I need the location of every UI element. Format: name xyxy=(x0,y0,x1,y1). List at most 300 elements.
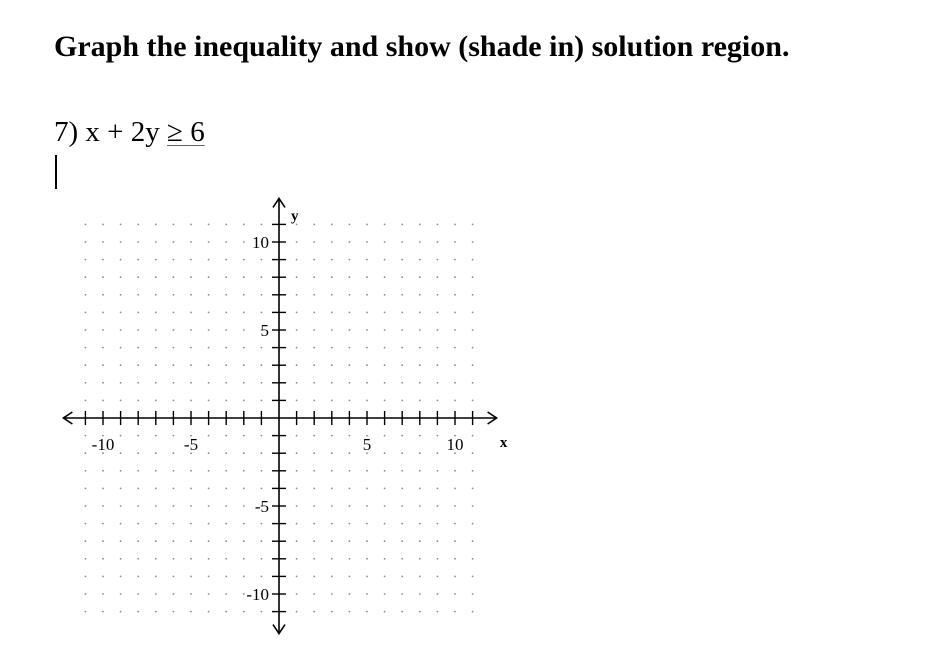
worksheet-heading: Graph the inequality and show (shade in) solution region. xyxy=(54,30,790,63)
grid-dot xyxy=(102,312,104,314)
grid-dot xyxy=(349,224,351,226)
grid-dot xyxy=(296,329,298,331)
grid-dot xyxy=(102,224,104,226)
grid-dot xyxy=(137,294,139,296)
grid-dot xyxy=(349,505,351,507)
grid-dot xyxy=(102,364,104,366)
grid-dot xyxy=(173,523,175,525)
grid-dot xyxy=(349,276,351,278)
grid-dot xyxy=(437,470,439,472)
grid-dot xyxy=(313,558,315,560)
grid-dot xyxy=(155,470,157,472)
grid-dot xyxy=(173,224,175,226)
grid-dot xyxy=(454,558,456,560)
grid-dot xyxy=(401,276,403,278)
grid-dot xyxy=(85,576,87,578)
grid-dot xyxy=(190,540,192,542)
grid-dot xyxy=(261,452,263,454)
grid-dot xyxy=(313,294,315,296)
grid-dot xyxy=(261,364,263,366)
grid-dot xyxy=(296,558,298,560)
grid-dot xyxy=(137,347,139,349)
grid-dot xyxy=(401,611,403,613)
grid-dot xyxy=(155,364,157,366)
grid-dot xyxy=(173,576,175,578)
grid-dot xyxy=(349,611,351,613)
grid-dot xyxy=(173,259,175,261)
grid-dot xyxy=(261,382,263,384)
grid-dot xyxy=(190,224,192,226)
grid-dot xyxy=(331,259,333,261)
grid-dot xyxy=(419,505,421,507)
grid-dot xyxy=(120,224,122,226)
grid-dot xyxy=(313,435,315,437)
y-tick-label: 10 xyxy=(252,233,269,252)
grid-dot xyxy=(401,347,403,349)
grid-dot xyxy=(243,382,245,384)
grid-dot xyxy=(384,364,386,366)
grid-dot xyxy=(472,241,474,243)
grid-dot xyxy=(85,329,87,331)
grid-dot xyxy=(331,505,333,507)
x-tick-label: -5 xyxy=(183,435,199,454)
grid-dot xyxy=(296,452,298,454)
grid-dot xyxy=(173,488,175,490)
grid-dot xyxy=(120,611,122,613)
grid-dot xyxy=(137,505,139,507)
grid-dot xyxy=(190,382,192,384)
grid-dot xyxy=(261,400,263,402)
grid-dot xyxy=(419,294,421,296)
grid-dot xyxy=(296,312,298,314)
grid-dot xyxy=(437,276,439,278)
grid-dot xyxy=(349,452,351,454)
grid-dot xyxy=(120,259,122,261)
grid-dot xyxy=(313,611,315,613)
grid-dot xyxy=(296,540,298,542)
grid-dot xyxy=(208,523,210,525)
grid-dot xyxy=(225,347,227,349)
grid-dot xyxy=(102,382,104,384)
grid-dot xyxy=(137,382,139,384)
grid-dot xyxy=(190,470,192,472)
grid-dot xyxy=(225,611,227,613)
grid-dot xyxy=(225,523,227,525)
grid-dot xyxy=(401,329,403,331)
grid-dot xyxy=(419,329,421,331)
grid-dot xyxy=(85,276,87,278)
x-tick-label: 10 xyxy=(446,435,464,454)
grid-dot xyxy=(349,593,351,595)
grid-dot xyxy=(437,593,439,595)
grid-dot xyxy=(155,576,157,578)
grid-dot xyxy=(437,558,439,560)
grid-dot xyxy=(190,347,192,349)
grid-dot xyxy=(296,505,298,507)
grid-dot xyxy=(472,224,474,226)
grid-dot xyxy=(331,382,333,384)
grid-dot xyxy=(137,488,139,490)
grid-dot xyxy=(419,241,421,243)
grid-dot xyxy=(85,435,87,437)
grid-dot xyxy=(85,294,87,296)
axes xyxy=(63,198,496,633)
grid-dot xyxy=(85,347,87,349)
grid-dot xyxy=(454,505,456,507)
grid-dot xyxy=(261,576,263,578)
grid-dot xyxy=(419,593,421,595)
grid-dot xyxy=(331,435,333,437)
grid-dot xyxy=(331,488,333,490)
grid-dot xyxy=(437,576,439,578)
grid-dot xyxy=(366,276,368,278)
grid-dot xyxy=(102,400,104,402)
grid-dot xyxy=(173,347,175,349)
grid-dot xyxy=(366,259,368,261)
grid-dot xyxy=(331,611,333,613)
grid-dot xyxy=(401,558,403,560)
grid-dot xyxy=(225,593,227,595)
grid-dot xyxy=(384,593,386,595)
grid-dot xyxy=(384,435,386,437)
grid-dot xyxy=(366,593,368,595)
grid-dot xyxy=(349,470,351,472)
grid-dot xyxy=(261,435,263,437)
grid-dot xyxy=(384,540,386,542)
grid-dot xyxy=(243,312,245,314)
grid-dot xyxy=(331,576,333,578)
grid-dot xyxy=(472,470,474,472)
grid-dot xyxy=(208,347,210,349)
grid-dot xyxy=(261,523,263,525)
grid-dot xyxy=(243,294,245,296)
grid-dot xyxy=(120,505,122,507)
grid-dot xyxy=(208,576,210,578)
grid-dot xyxy=(349,259,351,261)
grid-dot xyxy=(331,452,333,454)
grid-dot xyxy=(137,523,139,525)
grid-dot xyxy=(173,505,175,507)
grid-dot xyxy=(120,294,122,296)
x-tick-label: -10 xyxy=(91,435,115,454)
grid-dot xyxy=(190,400,192,402)
grid-dot xyxy=(419,611,421,613)
grid-dot xyxy=(173,329,175,331)
grid-dot xyxy=(190,276,192,278)
grid-dot xyxy=(120,452,122,454)
grid-dot xyxy=(472,540,474,542)
grid-dot xyxy=(208,382,210,384)
grid-dot xyxy=(313,400,315,402)
grid-dot xyxy=(472,347,474,349)
grid-dot xyxy=(331,276,333,278)
grid-dot xyxy=(454,540,456,542)
grid-dot xyxy=(102,347,104,349)
grid-dot xyxy=(437,452,439,454)
grid-dot xyxy=(243,224,245,226)
grid-dot xyxy=(366,329,368,331)
grid-dot xyxy=(137,312,139,314)
grid-dot xyxy=(419,488,421,490)
grid-dot xyxy=(120,364,122,366)
grid-dot xyxy=(349,347,351,349)
grid-dot xyxy=(173,294,175,296)
grid-dot xyxy=(173,312,175,314)
grid-dot xyxy=(208,224,210,226)
grid-dot xyxy=(243,452,245,454)
grid-dot xyxy=(261,470,263,472)
grid-dot xyxy=(261,294,263,296)
grid-dot xyxy=(190,259,192,261)
grid-dot xyxy=(401,593,403,595)
grid-dot xyxy=(313,452,315,454)
grid-dot xyxy=(173,540,175,542)
grid-dot xyxy=(225,294,227,296)
grid-dot xyxy=(349,312,351,314)
grid-dot xyxy=(366,576,368,578)
grid-dot xyxy=(313,347,315,349)
grid-dot xyxy=(313,593,315,595)
grid-dot xyxy=(225,505,227,507)
grid-dot xyxy=(225,558,227,560)
grid-dot xyxy=(137,259,139,261)
grid-dot xyxy=(313,224,315,226)
grid-dot xyxy=(454,224,456,226)
x-axis-label: x xyxy=(499,435,508,451)
grid-dot xyxy=(349,382,351,384)
grid-dot xyxy=(419,382,421,384)
grid-dot xyxy=(437,435,439,437)
grid-dot xyxy=(401,540,403,542)
grid-dot xyxy=(454,312,456,314)
grid-dot xyxy=(137,470,139,472)
grid-dot xyxy=(120,593,122,595)
grid-dot xyxy=(384,294,386,296)
grid-dot xyxy=(155,241,157,243)
problem-rhs: 6 xyxy=(190,116,205,148)
grid-dot xyxy=(102,488,104,490)
grid-dot xyxy=(120,400,122,402)
grid-dot xyxy=(173,593,175,595)
grid-dot xyxy=(384,312,386,314)
grid-dot xyxy=(401,224,403,226)
grid-dot xyxy=(401,488,403,490)
grid-dot xyxy=(243,259,245,261)
grid-dot xyxy=(173,400,175,402)
grid-dot xyxy=(472,329,474,331)
grid-dot xyxy=(208,470,210,472)
grid-dot xyxy=(225,259,227,261)
grid-dot xyxy=(366,470,368,472)
grid-dot xyxy=(225,470,227,472)
grid-dot xyxy=(261,259,263,261)
grid-dot xyxy=(296,259,298,261)
grid-dot xyxy=(120,382,122,384)
grid-dot xyxy=(120,576,122,578)
grid-dot xyxy=(85,470,87,472)
grid-dot xyxy=(419,224,421,226)
grid-dot xyxy=(331,241,333,243)
grid-dot xyxy=(173,364,175,366)
grid-dot xyxy=(419,540,421,542)
grid-dot xyxy=(384,224,386,226)
grid-dot xyxy=(331,400,333,402)
grid-dot xyxy=(155,435,157,437)
grid-dot xyxy=(120,523,122,525)
grid-dot xyxy=(120,558,122,560)
grid-dot xyxy=(85,540,87,542)
grid-dot xyxy=(401,364,403,366)
grid-dot xyxy=(384,523,386,525)
grid-dot xyxy=(137,558,139,560)
grid-dot xyxy=(120,241,122,243)
grid-dot xyxy=(225,312,227,314)
grid-dot xyxy=(190,329,192,331)
grid-dot xyxy=(155,276,157,278)
grid-dot xyxy=(401,470,403,472)
grid-dot xyxy=(419,276,421,278)
grid-dot xyxy=(437,294,439,296)
grid-dot xyxy=(349,488,351,490)
grid-dot xyxy=(366,224,368,226)
grid-dot xyxy=(190,364,192,366)
grid-dot xyxy=(225,382,227,384)
grid-dot xyxy=(366,364,368,366)
grid-dot xyxy=(472,294,474,296)
grid-dot xyxy=(472,435,474,437)
grid-dot xyxy=(454,364,456,366)
grid-dot xyxy=(437,364,439,366)
grid-dot xyxy=(225,224,227,226)
grid-dot xyxy=(401,382,403,384)
grid-dot xyxy=(155,540,157,542)
grid-dot xyxy=(243,505,245,507)
grid-dot xyxy=(173,470,175,472)
grid-dot xyxy=(437,611,439,613)
grid-dot xyxy=(243,488,245,490)
grid-dot xyxy=(437,505,439,507)
grid-dot xyxy=(349,241,351,243)
grid-dot xyxy=(137,364,139,366)
grid-dot xyxy=(313,241,315,243)
grid-dot xyxy=(331,224,333,226)
y-tick-label: -10 xyxy=(246,585,269,604)
grid-dot xyxy=(313,276,315,278)
grid-dot xyxy=(331,470,333,472)
grid-dot xyxy=(208,593,210,595)
grid-dot xyxy=(102,593,104,595)
grid-dot xyxy=(331,558,333,560)
grid-dot xyxy=(225,576,227,578)
grid-dot xyxy=(349,540,351,542)
grid-dot xyxy=(472,558,474,560)
grid-dot xyxy=(261,276,263,278)
grid-dot xyxy=(472,364,474,366)
grid-dot xyxy=(137,593,139,595)
grid-dot xyxy=(313,364,315,366)
grid-dot xyxy=(155,347,157,349)
grid-dot xyxy=(349,435,351,437)
grid-dot xyxy=(155,312,157,314)
grid-dot xyxy=(313,382,315,384)
grid-dot xyxy=(296,488,298,490)
grid-dot xyxy=(296,523,298,525)
grid-dot xyxy=(243,276,245,278)
grid-dot xyxy=(85,259,87,261)
grid-dot xyxy=(208,294,210,296)
grid-dot xyxy=(225,400,227,402)
grid-dot xyxy=(85,400,87,402)
grid-dot xyxy=(208,400,210,402)
problem-relation: ≥ xyxy=(167,116,183,148)
grid-dot xyxy=(384,400,386,402)
grid-dot xyxy=(85,611,87,613)
grid-dot xyxy=(419,364,421,366)
grid-dot xyxy=(419,523,421,525)
grid-dot xyxy=(155,259,157,261)
grid-dot xyxy=(349,400,351,402)
grid-dot xyxy=(454,470,456,472)
grid-dot xyxy=(454,347,456,349)
grid-dot xyxy=(155,329,157,331)
grid-dot xyxy=(349,329,351,331)
grid-dot xyxy=(331,312,333,314)
grid-dot xyxy=(261,611,263,613)
grid-dot xyxy=(454,523,456,525)
grid-dot xyxy=(366,294,368,296)
grid-dot xyxy=(85,488,87,490)
grid-dot xyxy=(349,364,351,366)
grid-dot xyxy=(384,558,386,560)
grid-dot xyxy=(331,347,333,349)
grid-dot xyxy=(384,276,386,278)
grid-dot xyxy=(243,400,245,402)
grid-dot xyxy=(225,452,227,454)
grid-dot xyxy=(173,382,175,384)
grid-dot xyxy=(454,276,456,278)
grid-dot xyxy=(173,435,175,437)
grid-dot xyxy=(313,470,315,472)
grid-dot xyxy=(331,329,333,331)
grid-dot xyxy=(102,241,104,243)
grid-dot xyxy=(155,593,157,595)
grid-dot xyxy=(155,452,157,454)
grid-dot xyxy=(437,241,439,243)
grid-dot xyxy=(85,312,87,314)
grid-dot xyxy=(190,611,192,613)
grid-dot xyxy=(401,241,403,243)
grid-dot xyxy=(437,523,439,525)
grid-dot xyxy=(296,276,298,278)
grid-dot xyxy=(190,312,192,314)
grid-dot xyxy=(296,400,298,402)
grid-dot xyxy=(437,347,439,349)
y-tick-label: 5 xyxy=(260,321,269,340)
grid-dot xyxy=(349,294,351,296)
grid-dot xyxy=(454,382,456,384)
grid-dot xyxy=(401,435,403,437)
grid-dot xyxy=(85,593,87,595)
grid-dot xyxy=(102,611,104,613)
grid-dot xyxy=(243,540,245,542)
grid-dot xyxy=(419,470,421,472)
grid-dot xyxy=(243,347,245,349)
grid-dot xyxy=(137,329,139,331)
grid-dot xyxy=(102,276,104,278)
grid-dot xyxy=(296,241,298,243)
grid-dot xyxy=(225,435,227,437)
grid-dot xyxy=(137,241,139,243)
